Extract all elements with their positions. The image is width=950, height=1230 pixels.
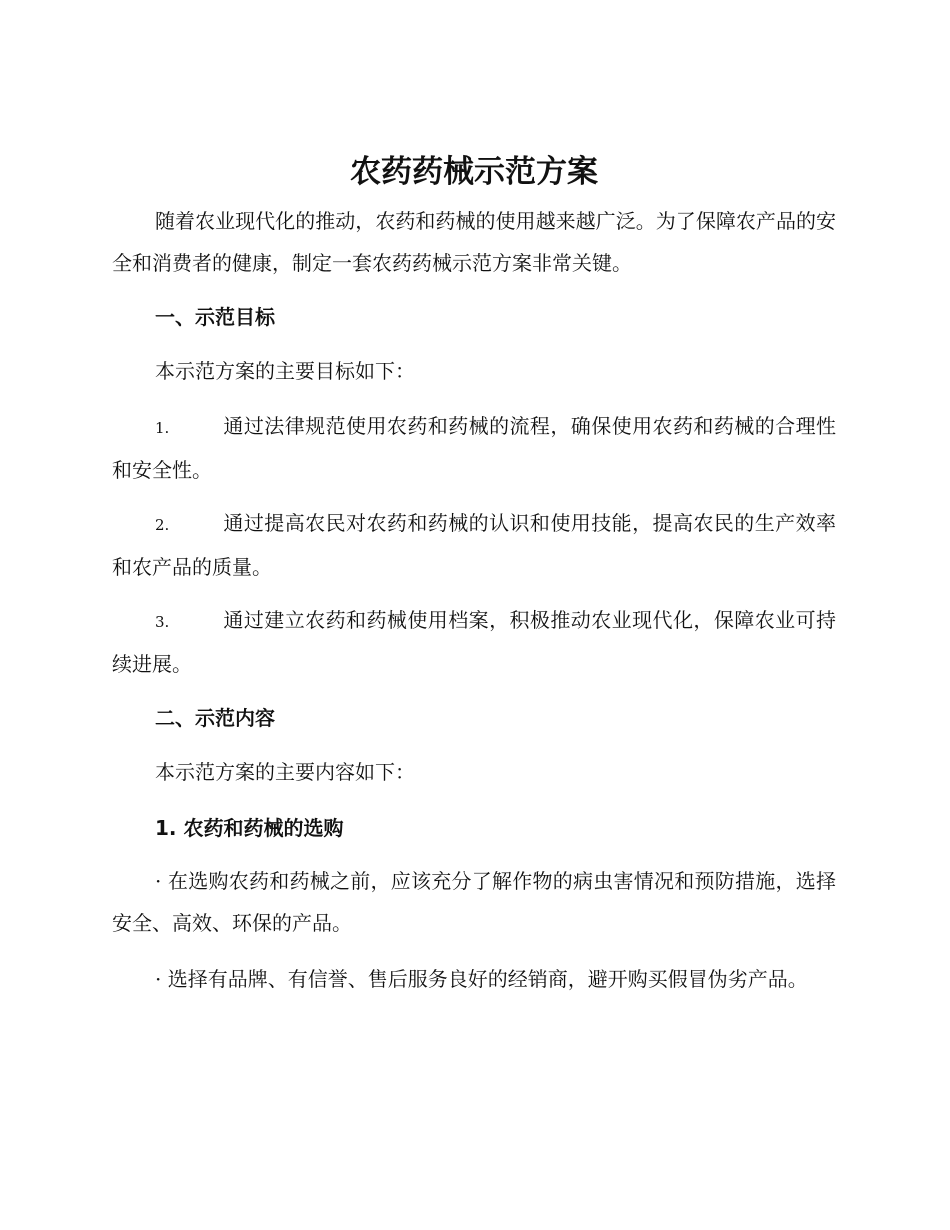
item-number: 2. <box>155 516 170 534</box>
item-text: 通过法律规范使用农药和药械的流程，确保使用农药和药械的合理性和安全性。 <box>112 414 836 482</box>
bullet-item-2: · 选择有品牌、有信誉、售后服务良好的经销商，避开购买假冒伪劣产品。 <box>155 967 808 991</box>
section2-lead: 本示范方案的主要内容如下： <box>155 760 415 784</box>
section1-lead: 本示范方案的主要目标如下： <box>155 359 415 383</box>
item-number: 3. <box>155 613 170 631</box>
document-title: 农药药械示范方案 <box>350 154 598 190</box>
section1-heading: 一、示范目标 <box>155 305 275 329</box>
section1-item-2 <box>112 502 836 588</box>
item-number: 1. <box>155 419 170 437</box>
section1-item-3 <box>112 599 836 685</box>
item-text: 通过提高农民对农药和药械的认识和使用技能，提高农民的生产效率和农产品的质量。 <box>112 511 836 579</box>
section1-item-1 <box>112 405 836 491</box>
section2-heading: 二、示范内容 <box>155 706 275 730</box>
intro-paragraph: 随着农业现代化的推动，农药和药械的使用越来越广泛。为了保障农产品的安全和消费者的健康，制定一套农药药械示范方案非常关键。 <box>112 209 836 275</box>
bullet-item-1: · 在选购农药和药械之前，应该充分了解作物的病虫害情况和预防措施，选择安全、高效、环保的产品。 <box>112 869 836 935</box>
item-text: 通过建立农药和药械使用档案，积极推动农业现代化，保障农业可持续进展。 <box>112 608 836 676</box>
section2-sub1-heading: 1. 农药和药械的选购 <box>155 816 344 840</box>
